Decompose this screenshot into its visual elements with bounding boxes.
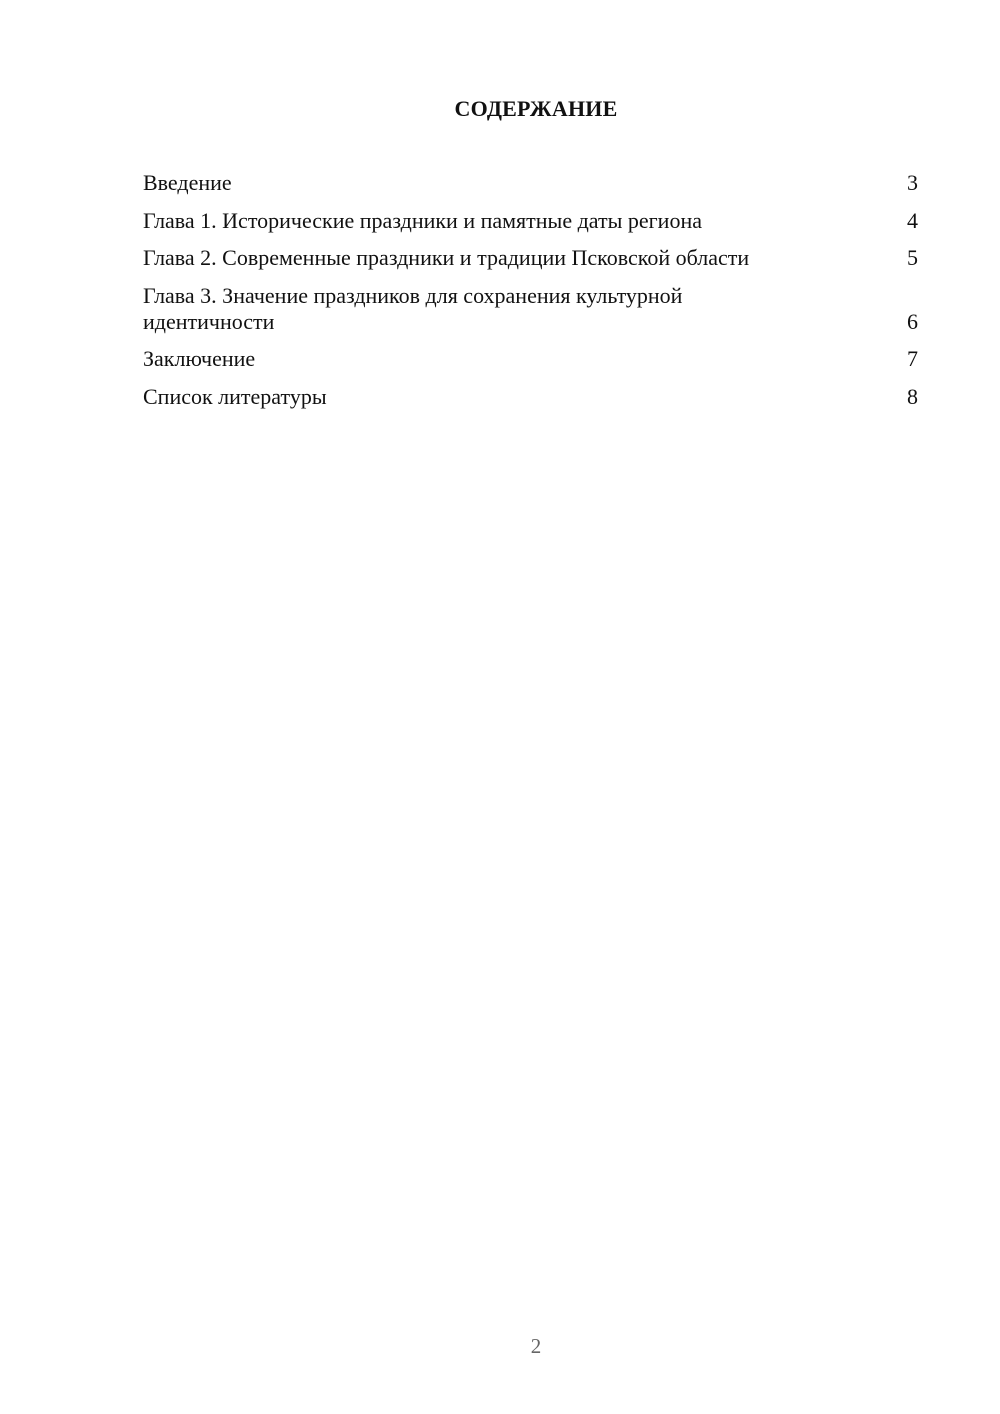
toc-entry-page: 7 — [907, 346, 918, 371]
toc-entry-chapter-3 — [143, 283, 918, 335]
toc-entry-page: 3 — [907, 170, 918, 195]
toc-entry-bibliography — [143, 384, 918, 410]
toc-entry-text: Список литературы — [143, 383, 327, 409]
toc-entry-conclusion — [143, 346, 918, 372]
toc-entry-text: Глава 2. Современные праздники и традиции Псковской области — [143, 245, 750, 270]
toc-title: СОДЕРЖАНИЕ — [454, 96, 618, 121]
toc-entry-page: 5 — [907, 245, 918, 270]
toc-list — [143, 170, 918, 421]
toc-entry-page: 8 — [907, 383, 918, 409]
toc-entry-chapter-1 — [143, 208, 918, 234]
toc-entry-page: 6 — [907, 308, 918, 334]
page-number: 2 — [530, 1334, 542, 1358]
toc-entry-introduction — [143, 170, 918, 196]
toc-entry-text: Введение — [143, 170, 232, 195]
toc-entry-page: 4 — [907, 207, 918, 233]
toc-entry-text: Глава 1. Исторические праздники и памятные даты региона — [143, 207, 702, 233]
toc-entry-chapter-2 — [143, 245, 918, 271]
toc-entry-text: Заключение — [143, 346, 256, 371]
toc-entry-text: Глава 3. Значение праздников для сохранения культурной идентичности — [143, 282, 683, 334]
